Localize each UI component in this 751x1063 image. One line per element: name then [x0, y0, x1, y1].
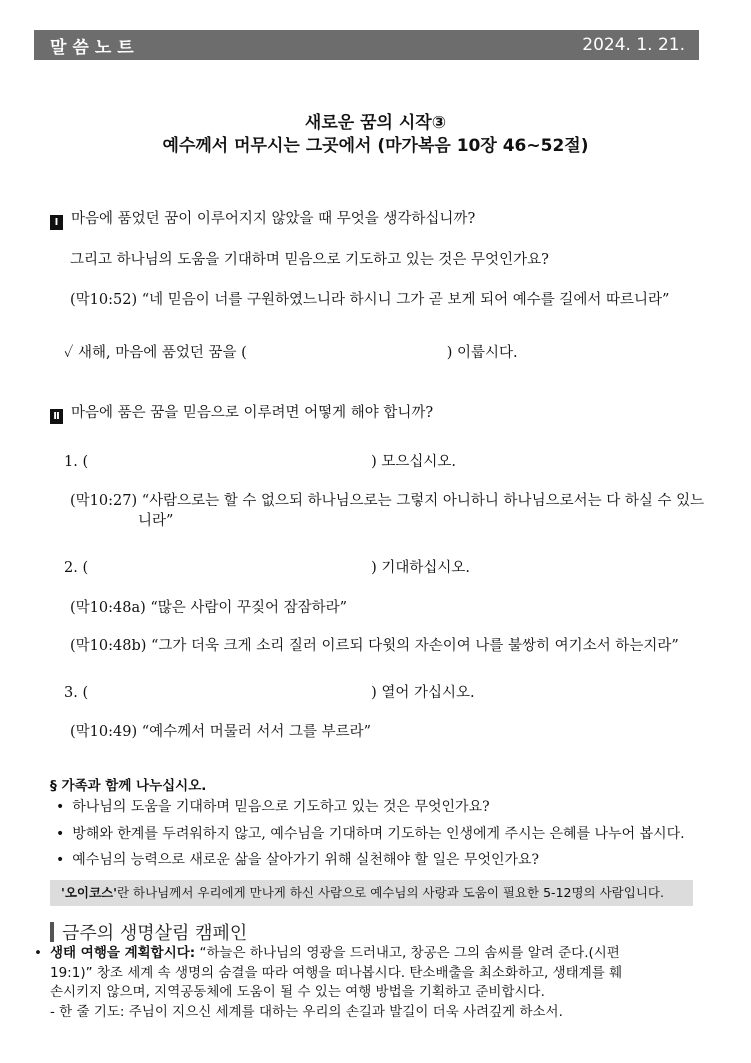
sermon-title: 새로운 꿈의 시작③ — [304, 113, 447, 133]
header-label: 말씀노트 — [50, 38, 140, 58]
section1-question2: 그리고 하나님의 도움을 기대하며 믿음으로 기도하고 있는 것은 무엇인가요? — [70, 252, 549, 268]
campaign-heading: 금주의 생명살림 캠페인 — [62, 923, 248, 944]
verse-10-27-b: 니라” — [138, 513, 174, 529]
family-bullet-text: 방해와 한계를 두려워하지 않고, 예수님을 기대하며 기도하는 인생에게 주시는 은혜를 나누어 봅시다. — [72, 826, 685, 842]
item-2-end: ) 기대하십시오. — [371, 560, 471, 576]
section1-question-line — [50, 207, 475, 230]
section1-fill-start: 새해, 마음에 품었던 꿈을 ( — [77, 345, 247, 361]
header-date: 2024. 1. 21. — [582, 35, 685, 55]
verse-10-48b: (막10:48b) “그가 더욱 크게 소리 질러 이르되 다윗의 자손이여 나를 불쌍히 여기소서 하는지라” — [70, 638, 679, 654]
item-1-number: 1. ( — [64, 454, 89, 470]
item-3 — [64, 681, 475, 702]
verse-10-48a: (막10:48a) “많은 사람이 꾸짖어 잠잠하라” — [70, 600, 348, 616]
verse-10-27-a: (막10:27) “사람으로는 할 수 없으되 하나님으로는 그렇지 아니하니 하나님으로서는 다 하실 수 있느 — [70, 493, 705, 509]
item-1 — [64, 450, 456, 471]
section1-question: 마음에 품었던 꿈이 이루어지지 않았을 때 무엇을 생각하십니까? — [71, 211, 476, 227]
item-1-end: ) 모으십시오. — [371, 454, 457, 470]
campaign-line-1 — [34, 944, 694, 964]
campaign-bullet: • — [34, 945, 42, 961]
item-2-number: 2. ( — [64, 560, 89, 576]
campaign-body-2: 19:1)” 창조 세계 속 생명의 숨결을 따라 여행을 떠나봅시다. 탄소배출을 최소화하고, 생태계를 훼 — [50, 964, 623, 981]
family-bullet-1: • 하나님의 도움을 기대하며 믿음으로 기도하고 있는 것은 무엇인가요? — [56, 799, 490, 815]
family-bullet-3: • 예수님의 능력으로 새로운 삶을 살아가기 위해 실천해야 할 일은 무엇인가요? — [56, 852, 540, 868]
campaign-bar — [50, 922, 54, 942]
section1-fill-line — [64, 341, 518, 362]
family-bullet-text: 하나님의 도움을 기대하며 믿음으로 기도하고 있는 것은 무엇인가요? — [72, 799, 490, 815]
item-3-number: 3. ( — [64, 685, 89, 701]
family-bullet-text: 예수님의 능력으로 새로운 삶을 살아가기 위해 실천해야 할 일은 무엇인가요? — [72, 852, 540, 868]
campaign-paragraph — [34, 944, 694, 1022]
oikos-text: 란 하나님께서 우리에게 만나게 하신 사람으로 예수님의 사랑과 도움이 필요한 5-12명의 사람입니다. — [116, 885, 664, 900]
item-2 — [64, 556, 470, 577]
section1-marker: Ⅰ — [50, 215, 63, 230]
section2-question-line — [50, 401, 433, 424]
section1-fill-end: ) 이룹시다. — [446, 345, 518, 361]
header-bar — [34, 30, 699, 60]
section2-marker: Ⅱ — [50, 409, 63, 424]
campaign-lead: 생태 여행을 계획합시다: — [50, 945, 196, 961]
check-icon: ✓ — [64, 345, 74, 361]
campaign-body-1: “하늘은 하나님의 영광을 드러내고, 창공은 그의 솜씨를 알려 준다.(시편 — [199, 945, 620, 961]
section2-question: 마음에 품은 꿈을 믿음으로 이루려면 어떻게 해야 합니까? — [71, 405, 434, 421]
campaign-body-3: 손시키지 않으며, 지역공동체에 도움이 될 수 있는 여행 방법을 기획하고 준비합시다. — [50, 984, 545, 1000]
family-bullet-2: • 방해와 한계를 두려워하지 않고, 예수님을 기대하며 기도하는 인생에게 주시는 은혜를 나누어 봅시다. — [56, 826, 685, 842]
verse-10-49: (막10:49) “예수께서 머물러 서서 그를 부르라” — [70, 724, 372, 740]
sermon-subtitle: 예수께서 머무시는 그곳에서 (마가복음 10장 46~52절) — [162, 136, 589, 156]
item-3-end: ) 열어 가십시오. — [371, 685, 475, 701]
section1-verse: (막10:52) “네 믿음이 너를 구원하였느니라 하시니 그가 곧 보게 되어 예수를 길에서 따르니라” — [70, 292, 670, 308]
family-heading: § 가족과 함께 나누십시오. — [50, 778, 207, 794]
oikos-note — [50, 880, 693, 906]
campaign-prayer: - 한 줄 기도: 주님이 지으신 세계를 대하는 우리의 손길과 발길이 더욱 사려깊게 하소서. — [50, 1003, 563, 1020]
oikos-term: '오이코스' — [61, 885, 117, 900]
